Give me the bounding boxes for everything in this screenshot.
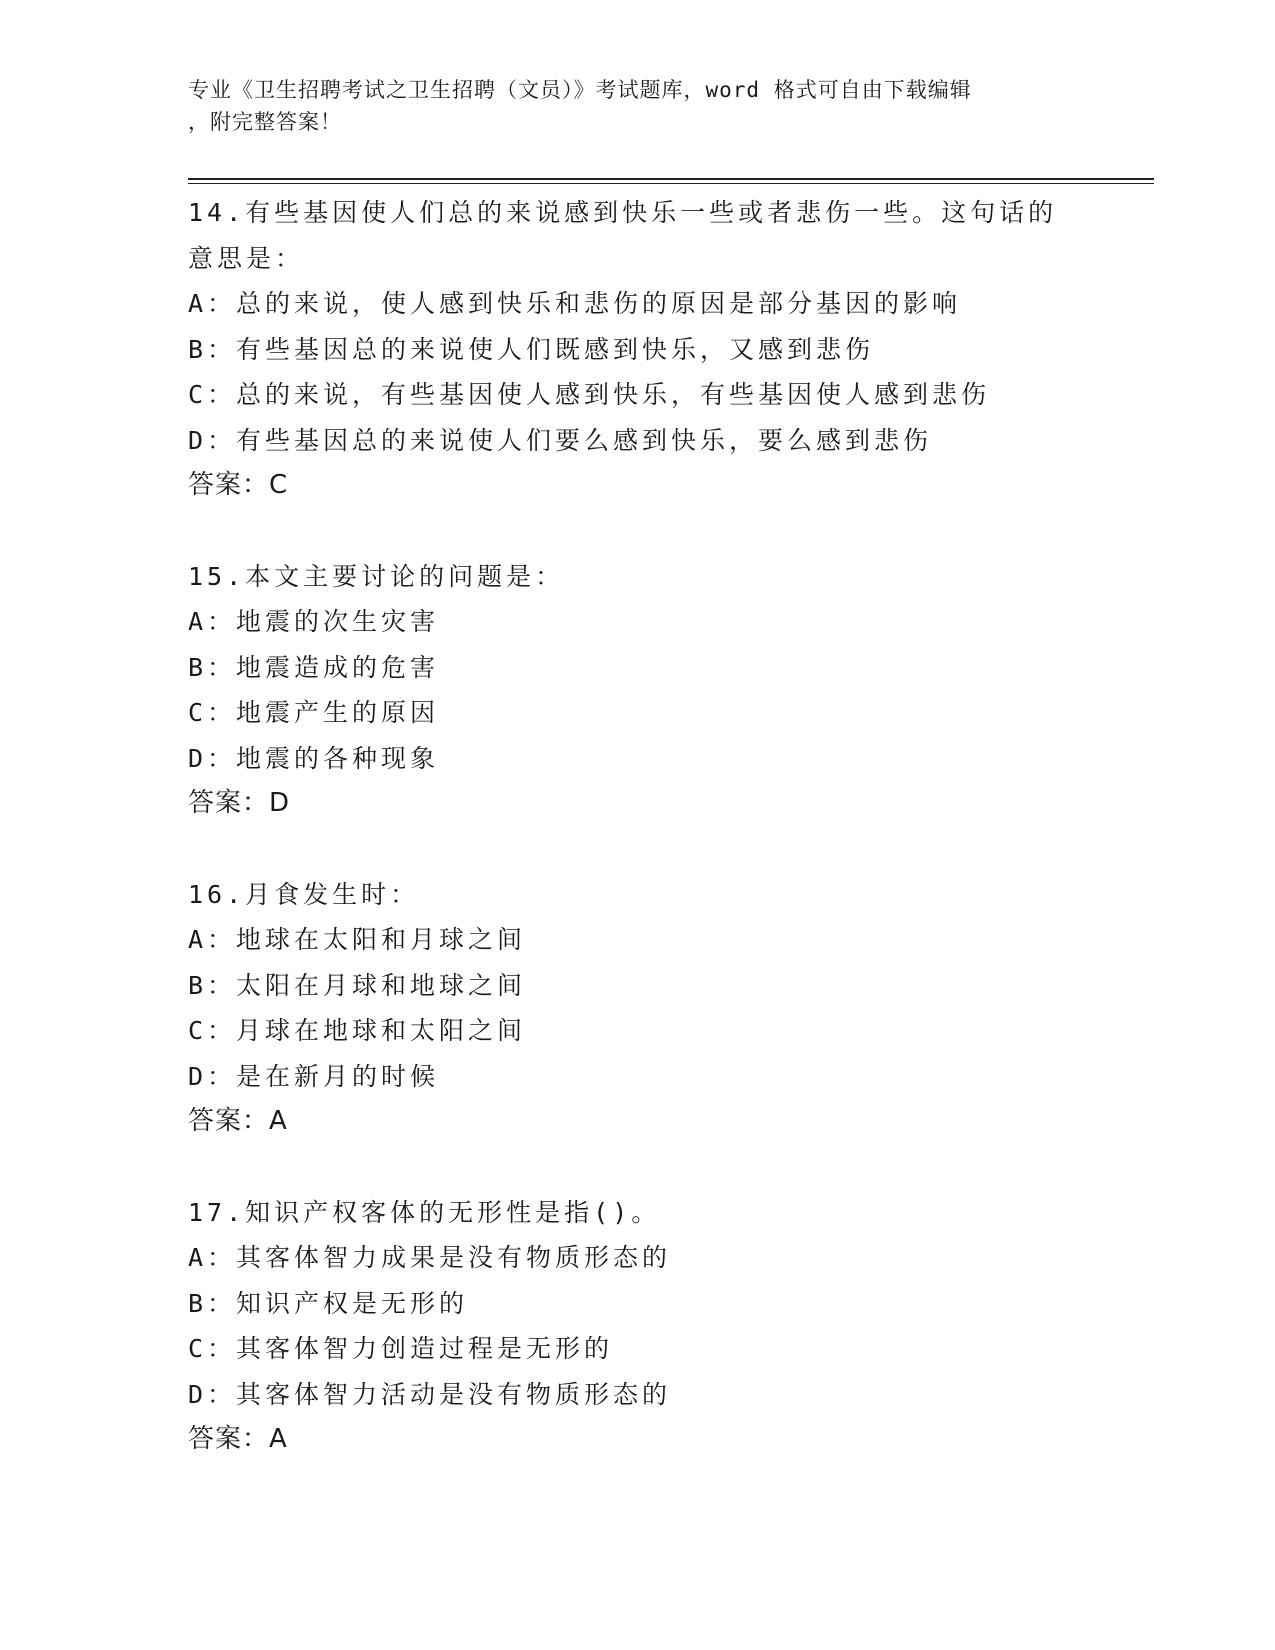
question-stem: 14.有些基因使人们总的来说感到快乐一些或者悲伤一些。这句话的意思是： (188, 198, 1058, 273)
question-list (188, 190, 1088, 1508)
option-a: A：总的来说，使人感到快乐和悲伤的原因是部分基因的影响 (188, 289, 962, 318)
option-a: A：其客体智力成果是没有物质形态的 (188, 1243, 672, 1272)
option-d: D：是在新月的时候 (188, 1061, 440, 1091)
question-stem: 17.知识产权客体的无形性是指()。 (188, 1197, 661, 1227)
option-a: A：地球在太阳和月球之间 (188, 925, 527, 954)
answer-line: 答案：C (188, 470, 289, 500)
option-c: C：其客体智力创造过程是无形的 (188, 1334, 614, 1363)
option-d: D：地震的各种现象 (188, 743, 440, 773)
answer-line: 答案：D (188, 788, 291, 818)
option-c: C：月球在地球和太阳之间 (188, 1016, 527, 1045)
option-b: B：地震造成的危害 (188, 652, 440, 682)
header-divider-thin (188, 183, 1154, 184)
option-b: B：太阳在月球和地球之间 (188, 970, 527, 1000)
question-17 (188, 1190, 1088, 1463)
option-d: D：其客体智力活动是没有物质形态的 (188, 1379, 672, 1409)
question-14 (188, 190, 1088, 509)
option-b: B：有些基因总的来说使人们既感到快乐，又感到悲伤 (188, 334, 875, 364)
option-d: D：有些基因总的来说使人们要么感到快乐，要么感到悲伤 (188, 425, 933, 455)
option-c: C：总的来说，有些基因使人感到快乐，有些基因使人感到悲伤 (188, 380, 991, 409)
question-stem: 16.月食发生时： (188, 879, 420, 909)
option-b: B：知识产权是无形的 (188, 1288, 469, 1318)
option-a: A：地震的次生灾害 (188, 607, 440, 636)
document-header: 专业《卫生招聘考试之卫生招聘（文员）》考试题库，word 格式可自由下载编辑 ，附完整答案！ (188, 78, 972, 134)
question-15 (188, 554, 1088, 827)
option-c: C：地震产生的原因 (188, 698, 440, 727)
answer-line: 答案：A (188, 1424, 288, 1454)
answer-line: 答案：A (188, 1106, 288, 1136)
header-divider-thick (188, 178, 1154, 180)
question-16 (188, 872, 1088, 1145)
question-stem: 15.本文主要讨论的问题是： (188, 561, 565, 591)
